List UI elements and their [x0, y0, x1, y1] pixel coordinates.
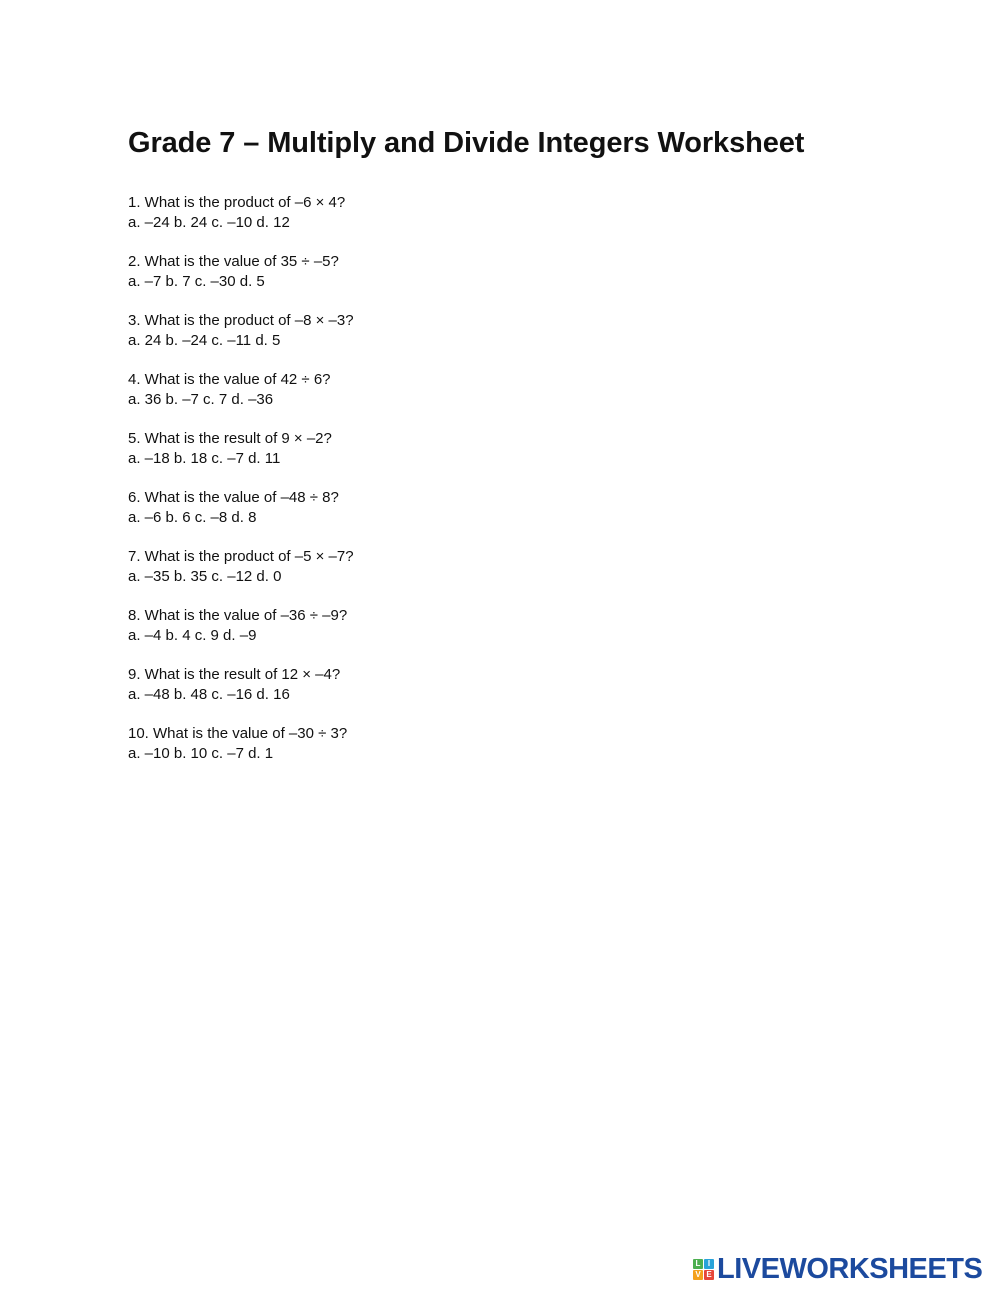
question-item [128, 429, 354, 488]
question-text: 3. What is the product of –8 × –3? [128, 312, 354, 329]
question-item [128, 547, 354, 606]
question-options: a. –10 b. 10 c. –7 d. 1 [128, 745, 274, 762]
logo-mark-icon [693, 1259, 714, 1280]
question-text: 10. What is the value of –30 ÷ 3? [128, 725, 348, 742]
question-text: 8. What is the value of –36 ÷ –9? [128, 607, 348, 624]
question-options: a. 36 b. –7 c. 7 d. –36 [128, 391, 274, 408]
logo-mark-cell: L [693, 1259, 703, 1269]
logo-mark-cell: V [693, 1270, 703, 1280]
question-item [128, 488, 354, 547]
question-options: a. 24 b. –24 c. –11 d. 5 [128, 332, 281, 349]
question-item [128, 665, 354, 724]
question-options: a. –24 b. 24 c. –10 d. 12 [128, 214, 290, 231]
question-text: 6. What is the value of –48 ÷ 8? [128, 489, 339, 506]
question-text: 5. What is the result of 9 × –2? [128, 430, 332, 447]
logo-text: LIVEWORKSHEETS [717, 1253, 983, 1285]
question-options: a. –48 b. 48 c. –16 d. 16 [128, 686, 290, 703]
question-item [128, 370, 354, 429]
question-item [128, 193, 354, 252]
page-title: Grade 7 – Multiply and Divide Integers Worksheet [128, 127, 805, 159]
question-list [128, 193, 354, 783]
question-item [128, 606, 354, 665]
question-item [128, 724, 354, 783]
question-text: 4. What is the value of 42 ÷ 6? [128, 371, 331, 388]
question-text: 7. What is the product of –5 × –7? [128, 548, 354, 565]
liveworksheets-logo [693, 1253, 982, 1285]
question-options: a. –6 b. 6 c. –8 d. 8 [128, 509, 257, 526]
question-options: a. –4 b. 4 c. 9 d. –9 [128, 627, 257, 644]
question-options: a. –7 b. 7 c. –30 d. 5 [128, 273, 265, 290]
question-options: a. –35 b. 35 c. –12 d. 0 [128, 568, 282, 585]
question-options: a. –18 b. 18 c. –7 d. 11 [128, 450, 281, 467]
question-item [128, 311, 354, 370]
logo-mark-cell: E [704, 1270, 714, 1280]
question-text: 1. What is the product of –6 × 4? [128, 194, 346, 211]
question-text: 2. What is the value of 35 ÷ –5? [128, 253, 339, 270]
question-text: 9. What is the result of 12 × –4? [128, 666, 341, 683]
question-item [128, 252, 354, 311]
logo-mark-cell: I [704, 1259, 714, 1269]
